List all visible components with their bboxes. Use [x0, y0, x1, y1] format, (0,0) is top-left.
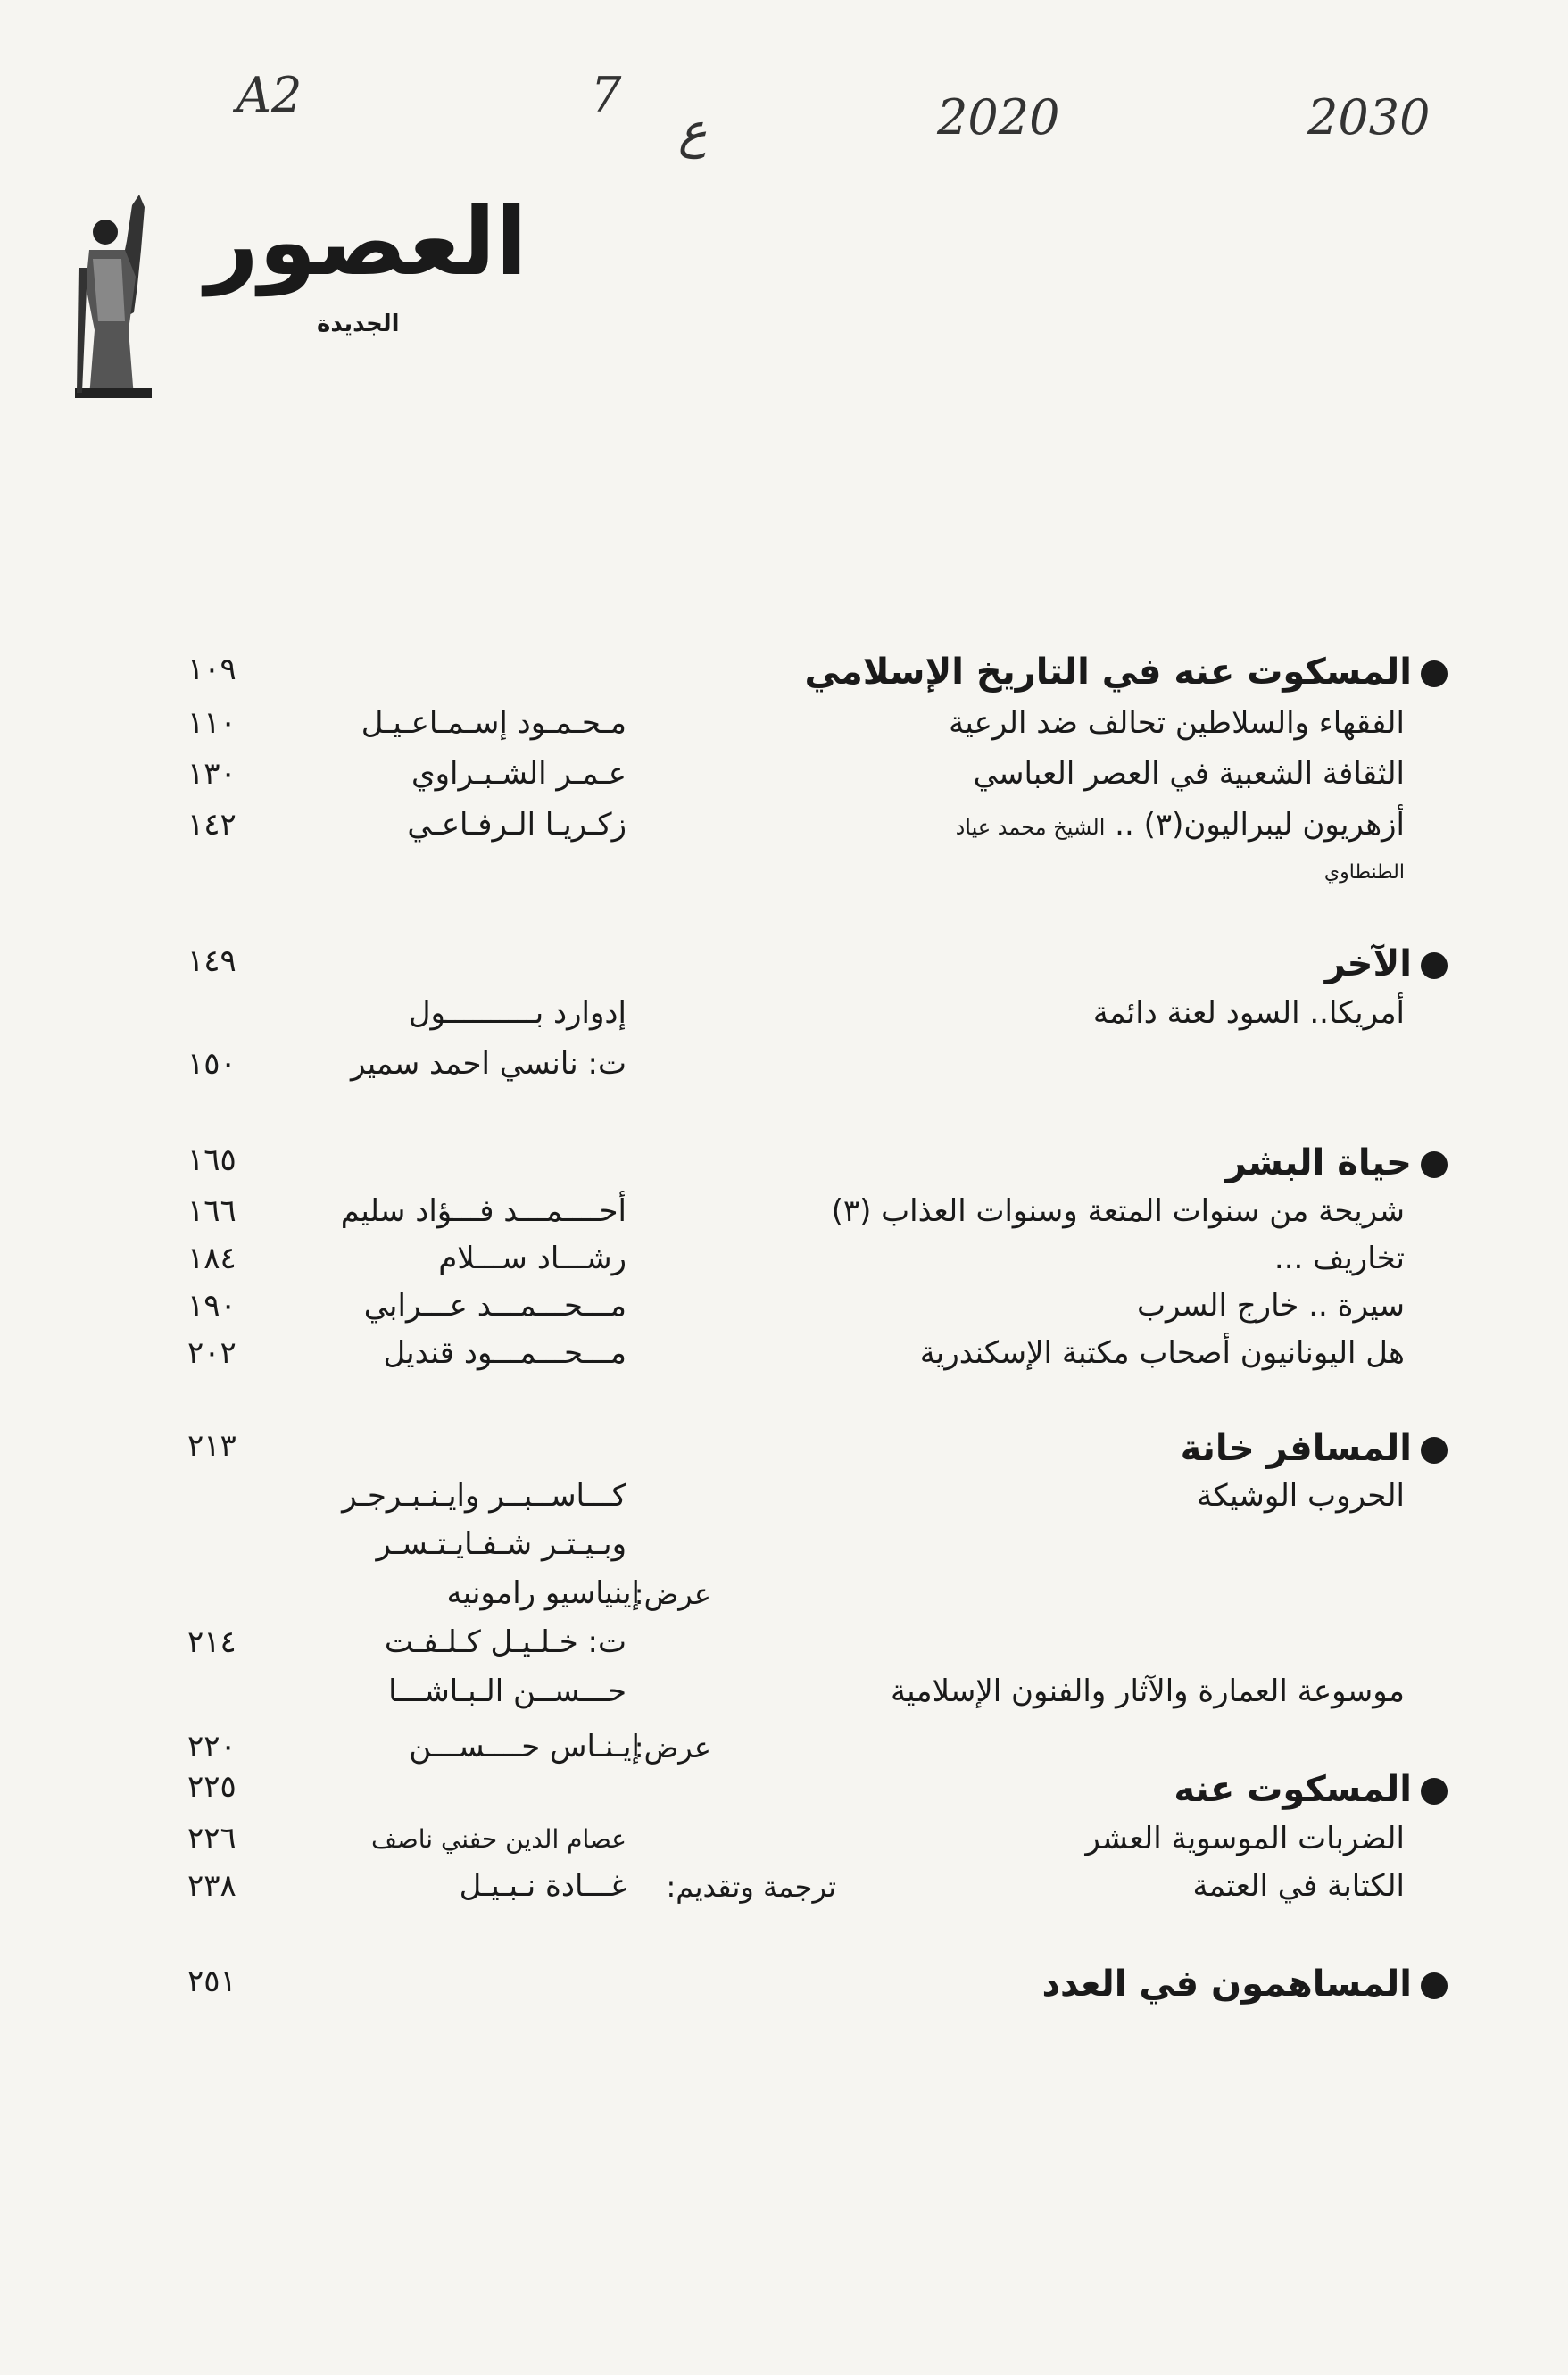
toc-entry-continuation: [0, 861, 1568, 904]
bullet-icon: [1421, 1151, 1448, 1178]
entry-title: سيرة .. خارج السرب: [1136, 1288, 1405, 1324]
toc-entry: [0, 1673, 1568, 1716]
toc-entry: [0, 756, 1568, 799]
toc-entry: [0, 1575, 1568, 1618]
page-number: ٢٥١: [187, 1964, 236, 1999]
page-number: ١٨٤: [187, 1241, 236, 1276]
page-number: ٢١٣: [187, 1428, 236, 1464]
toc-entry: [0, 1193, 1568, 1236]
toc-entry: [0, 1526, 1568, 1569]
section-heading: [0, 1428, 1568, 1471]
toc-entry: [0, 807, 1568, 850]
toc-entry: [0, 1868, 1568, 1911]
section-title: الآخر: [1324, 943, 1412, 984]
section-heading: [0, 1142, 1568, 1185]
page-number: ١٤٢: [187, 807, 236, 843]
toc-entry: [0, 1821, 1568, 1864]
entry-title: الحروب الوشيكة: [1197, 1478, 1405, 1514]
entry-author: حـــســن الـبـاشـــا: [388, 1673, 626, 1709]
entry-prefix: ترجمة وتقديم:: [666, 1870, 836, 1904]
section-title: المسكوت عنه في التاريخ الإسلامي: [804, 652, 1412, 693]
entry-title: أمريكا.. السود لعنة دائمة: [1092, 995, 1405, 1031]
entry-title: [956, 807, 1405, 843]
section-title: حياة البشر: [1225, 1142, 1412, 1183]
page-number: ١٦٥: [187, 1142, 236, 1178]
entry-author: إدوارد بــــــــــول: [408, 995, 626, 1031]
entry-prefix: عرض:: [634, 1577, 711, 1611]
section-heading: [0, 943, 1568, 986]
bullet-icon: [1421, 952, 1448, 979]
toc-entry: [0, 1241, 1568, 1283]
entry-title: هل اليونانيون أصحاب مكتبة الإسكندرية: [919, 1335, 1405, 1371]
page-number: ١٥٠: [187, 1046, 236, 1082]
entry-author: غـــادة نـبـيـل: [459, 1868, 626, 1904]
entry-title-main: أزهريون ليبراليون(٣) ..: [1115, 807, 1405, 843]
bullet-icon: [1421, 1778, 1448, 1805]
entry-title: شريحة من سنوات المتعة وسنوات العذاب (٣): [831, 1193, 1405, 1229]
page-number: ٢١٤: [187, 1624, 236, 1660]
page-number: ٢٢٥: [187, 1769, 236, 1805]
entry-title: الفقهاء والسلاطين تحالف ضد الرعية: [949, 705, 1405, 741]
section-title: المسافر خانة: [1180, 1428, 1412, 1469]
entry-author: كـــاســبــر وايـنـبـرجـر: [342, 1478, 626, 1514]
section-heading: [0, 1769, 1568, 1812]
handwritten-note-2030: 2030: [1307, 89, 1431, 145]
page-number: ١٩٠: [187, 1288, 236, 1324]
page-number: ١٣٠: [187, 756, 236, 792]
entry-author: مـحـمـود إسـمـاعـيـل: [361, 705, 626, 741]
handwritten-note-a2: A2: [236, 67, 303, 123]
bullet-icon: [1421, 660, 1448, 687]
page-number: ١٦٦: [187, 1193, 236, 1229]
handwritten-note-7: 7: [591, 67, 622, 123]
toc-entry: [0, 1288, 1568, 1331]
entry-author: زكـريـا الـرفـاعـي: [407, 807, 626, 843]
toc-entry: [0, 1335, 1568, 1378]
toc-entry: [0, 1624, 1568, 1667]
entry-author: عـمـر الشـبـراوي: [411, 756, 626, 792]
entry-title: الضربات الموسوية العشر: [1085, 1821, 1405, 1856]
page-number: ٢٢٦: [187, 1821, 236, 1856]
entry-author: وبـيـتـر شـفـايـتـسـر: [376, 1526, 626, 1562]
entry-author: عصام الدين حفني ناصف: [370, 1824, 626, 1854]
entry-prefix: عرض:: [634, 1731, 711, 1765]
toc-entry: [0, 1046, 1568, 1089]
entry-title: الكتابة في العتمة: [1192, 1868, 1405, 1904]
toc-entry: [0, 1729, 1568, 1772]
page-number: ٢٠٢: [187, 1335, 236, 1371]
page-number: ١١٠: [187, 705, 236, 741]
entry-author: ت: خـلـيـل كـلـفـت: [384, 1624, 626, 1660]
page-number: ١٤٩: [187, 943, 236, 979]
toc-entry: [0, 1478, 1568, 1521]
handwritten-note-ain: ع: [678, 103, 708, 159]
magazine-title: العصور: [205, 187, 527, 296]
section-heading: [0, 652, 1568, 694]
section-heading: [0, 1964, 1568, 2006]
entry-author: أحــــمـــد فـــؤاد سليم: [340, 1193, 626, 1229]
magazine-subtitle: الجديدة: [317, 311, 400, 337]
entry-author: مـــحـــمـــود قنديل: [383, 1335, 626, 1371]
entry-title-continuation: الطنطاوي: [1323, 861, 1405, 884]
entry-title-small: الشيخ محمد عياد: [955, 815, 1106, 840]
entry-title: الثقافة الشعبية في العصر العباسي: [973, 756, 1405, 792]
entry-author: ت: نانسي احمد سمير: [351, 1046, 626, 1082]
toc-entry: [0, 705, 1568, 748]
page-number: ١٠٩: [187, 652, 236, 687]
page-number: ٢٢٠: [187, 1729, 236, 1765]
entry-author: إيـنـاس حــــســـن: [409, 1729, 640, 1765]
entry-author: إينياسيو رامونيه: [446, 1575, 640, 1611]
section-title: المسكوت عنه: [1174, 1769, 1412, 1810]
entry-author: مـــحـــمـــد عـــرابي: [363, 1288, 626, 1324]
bullet-icon: [1421, 1972, 1448, 1999]
entry-author: رشـــاد ســـلام: [438, 1241, 626, 1276]
bullet-icon: [1421, 1437, 1448, 1464]
section-title: المساهمون في العدد: [1041, 1964, 1412, 2005]
page-number: ٢٣٨: [187, 1868, 236, 1904]
toc-entry: [0, 995, 1568, 1038]
handwritten-note-2020: 2020: [937, 89, 1060, 145]
entry-title: موسوعة العمارة والآثار والفنون الإسلامية: [890, 1673, 1405, 1709]
entry-title: تخاريف ...: [1273, 1241, 1405, 1276]
